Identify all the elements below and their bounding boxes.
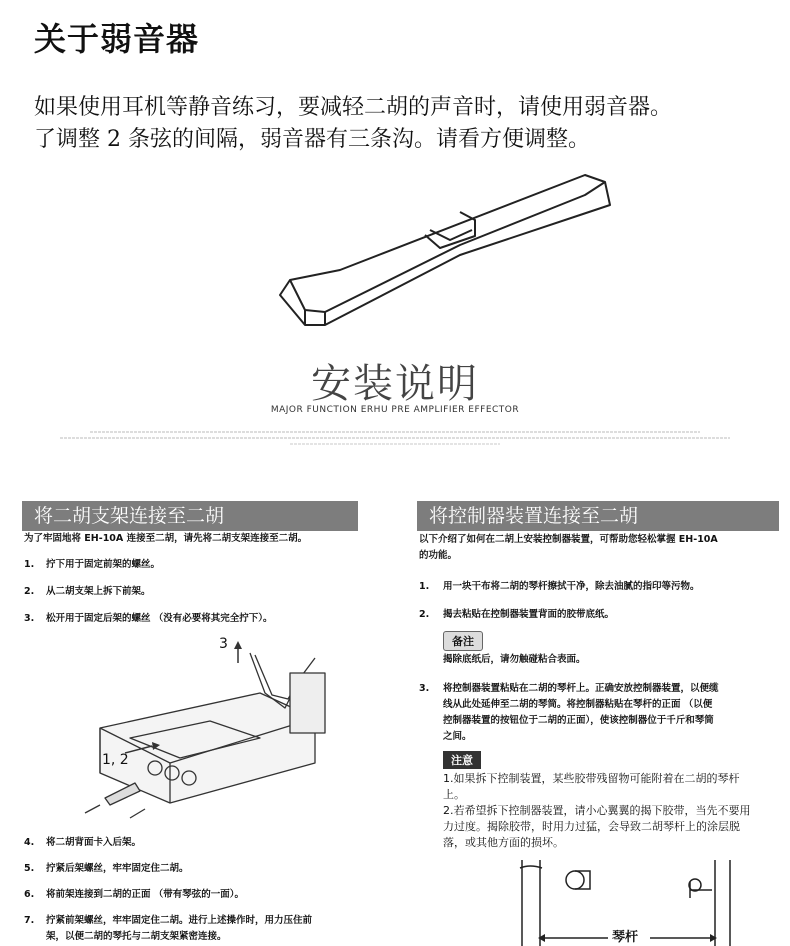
step-number: 1. (419, 581, 430, 592)
decorative-divider (60, 428, 730, 450)
step-text: 拧紧后架螺丝，牢牢固定住二胡。 (46, 863, 189, 874)
step-text: 线从此处延伸至二胡的琴筒。将控制器粘贴在琴杆的正面 （以便 (443, 699, 713, 710)
step-number: 3. (24, 613, 35, 624)
step-number: 1. (24, 559, 35, 570)
figure-label-3: 3 (219, 636, 228, 652)
right-lead-line-2: 的功能。 (419, 550, 458, 561)
caution-line: 上。 (443, 788, 465, 801)
mute-device-illustration (250, 160, 630, 340)
note-text: 揭除底纸后，请勿触碰粘合表面。 (443, 654, 586, 665)
step-text: 将控制器装置粘贴在二胡的琴杆上。正确安放控制器装置，以便缆 (443, 683, 719, 694)
step-number: 6. (24, 889, 35, 900)
intro-line-1: 如果使用耳机等静音练习，要减轻二胡的声音时，请使用弱音器。 (34, 95, 673, 120)
step-text: 松开用于固定后架的螺丝 （没有必要将其完全拧下）。 (46, 613, 273, 624)
left-lead-text: 为了牢固地将 EH-10A 连接至二胡，请先将二胡支架连接至二胡。 (24, 533, 308, 544)
step-number: 2. (419, 609, 430, 620)
step-number: 3. (419, 683, 430, 694)
figure-label-1-2: 1, 2 (102, 752, 129, 768)
figure-label-neck: 琴杆 (612, 930, 639, 945)
step-text-cont: 架，以便二胡的琴托与二胡支架紧密连接。 (46, 931, 227, 942)
step-number: 5. (24, 863, 35, 874)
step-number: 2. (24, 586, 35, 597)
installation-subtitle: MAJOR FUNCTION ERHU PRE AMPLIFIER EFFECTOR (270, 405, 520, 415)
step-text: 揭去粘贴在控制器装置背面的胶带底纸。 (443, 609, 615, 620)
installation-title: 安装说明 (311, 361, 479, 407)
note-badge: 备注 (443, 631, 483, 651)
step-text: 之间。 (443, 731, 472, 742)
left-steps-list (24, 557, 354, 627)
step-number: 7. (24, 915, 35, 926)
step-text: 控制器装置的按钮位于二胡的正面），使该控制器位于千斤和琴筒 (443, 715, 714, 726)
right-step-3 (419, 681, 779, 745)
caution-badge: 注意 (443, 751, 481, 769)
right-lead-line-1: 以下介绍了如何在二胡上安装控制器装置，可帮助您轻松掌握 EH-10A (419, 534, 718, 545)
page-title: 关于弱音器 (34, 20, 200, 58)
stand-assembly-illustration (60, 633, 335, 828)
caution-line: 2.若希望拆下控制器装置，请小心翼翼的揭下胶带，当先不要用 (443, 804, 751, 817)
left-steps-list-2 (24, 835, 364, 945)
step-text: 用一块干布将二胡的琴杆擦拭干净，除去油腻的指印等污物。 (443, 581, 700, 592)
intro-line-2: 了调整 2 条弦的间隔，弱音器有三条沟。请看方便调整。 (34, 127, 590, 152)
step-text: 从二胡支架上拆下前架。 (46, 586, 151, 597)
step-text: 将二胡背面卡入后架。 (46, 837, 142, 848)
caution-line: 落，或其他方面的损坏。 (443, 836, 564, 849)
section-heading-left: 将二胡支架连接至二胡 (22, 501, 358, 531)
step-number: 4. (24, 837, 35, 848)
step-text: 将前架连接到二胡的正面 （带有琴弦的一面）。 (46, 889, 245, 900)
section-heading-right: 将控制器装置连接至二胡 (417, 501, 779, 531)
caution-line: 力过度。揭除胶带，时用力过猛，会导致二胡琴杆上的涂层脱 (443, 820, 740, 833)
right-steps-list (419, 579, 779, 624)
step-text: 拧下用于固定前架的螺丝。 (46, 559, 161, 570)
step-text: 拧紧前架螺丝，牢牢固定住二胡。进行上述操作时，用力压住前 (46, 915, 313, 926)
caution-line: 1.如果拆下控制装置，某些胶带残留物可能附着在二胡的琴杆 (443, 772, 740, 785)
